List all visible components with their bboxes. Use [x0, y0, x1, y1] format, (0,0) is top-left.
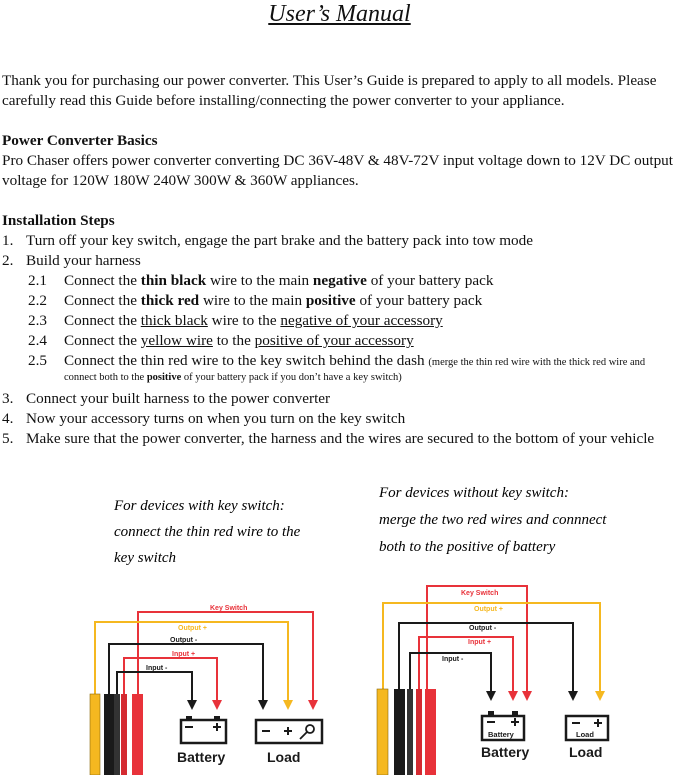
step-number: 4.	[2, 410, 14, 427]
diagram-caption-line-3: both to the positive of battery	[379, 539, 556, 555]
text: wire to the main	[206, 272, 313, 289]
load-label: Load	[267, 749, 301, 765]
thin-black-wire-terminal	[407, 689, 413, 775]
arrow-icon	[187, 700, 197, 710]
text-bold: thin black	[140, 272, 207, 289]
text: Connect the	[64, 292, 141, 309]
load-label: Load	[569, 744, 603, 760]
arrow-icon	[595, 691, 605, 701]
step-1	[2, 231, 533, 251]
input-positive-label: Input +	[172, 651, 196, 658]
output-positive-label: Output +	[474, 606, 503, 613]
arrow-icon	[508, 691, 518, 701]
steps-heading: Installation Steps	[2, 212, 115, 229]
step-2	[2, 251, 141, 271]
arrow-icon	[522, 691, 532, 701]
substep-number: 2.4	[28, 332, 47, 349]
text: of your battery pack if you don’t have a key switch)	[181, 372, 402, 383]
arrow-icon	[212, 700, 222, 710]
wiring-diagram-with-key-switch	[70, 480, 345, 775]
text: Connect the	[64, 332, 141, 349]
output-negative-wire	[399, 623, 573, 693]
output-positive-label: Output +	[178, 625, 207, 632]
black-wire-terminal	[394, 689, 405, 775]
text: wire to the main	[199, 292, 306, 309]
text-bold: negative	[312, 272, 367, 289]
input-negative-label: Input -	[146, 665, 168, 672]
input-negative-wire	[117, 672, 192, 702]
diagram-caption-line-1: For devices without key switch:	[379, 485, 569, 501]
diagram-caption-line-1: For devices with key switch:	[114, 498, 285, 514]
step-3	[2, 389, 330, 409]
step-text: Now your accessory turns on when you turn on the key switch	[26, 410, 406, 427]
battery-label: Battery	[481, 744, 530, 760]
step-number: 5.	[2, 430, 14, 447]
step-text: Build your harness	[26, 252, 141, 269]
thin-black-wire-terminal	[114, 694, 120, 775]
text-underlined: yellow wire	[140, 332, 213, 349]
text-bold: positive	[305, 292, 356, 309]
substep-2-1	[28, 271, 493, 291]
step-number: 3.	[2, 390, 14, 407]
substep-2-4	[28, 331, 414, 351]
substep-number: 2.5	[28, 352, 47, 369]
basics-paragraph: Pro Chaser offers power converter converting DC 36V-48V & 48V-72V input voltage down to 12V DC output voltage for 120W 180W 240W 300W & 360W appliances.	[2, 152, 673, 189]
diagram-caption-line-2: connect the thin red wire to the	[114, 524, 301, 540]
step-text: Turn off your key switch, engage the part brake and the battery pack into tow mode	[26, 232, 533, 249]
intro-paragraph: Thank you for purchasing our power converter. This User’s Guide is prepared to apply to all models. Please carefully read this Guide before installing/connecting the power converter to your appliance.	[2, 72, 657, 109]
arrow-icon	[486, 691, 496, 701]
battery-label: Battery	[177, 749, 226, 765]
yellow-wire-terminal	[377, 689, 388, 775]
step-number: 2.	[2, 252, 14, 269]
text-bold: positive	[146, 372, 182, 383]
arrow-icon	[568, 691, 578, 701]
load-icon	[256, 720, 322, 743]
text: Connect the thin red wire to the key switch behind the dash	[64, 352, 429, 369]
substep-number: 2.2	[28, 292, 47, 309]
output-negative-label: Output -	[170, 637, 198, 644]
yellow-wire-terminal	[90, 694, 100, 775]
step-5	[2, 429, 654, 449]
text-underlined: positive of your accessory	[254, 332, 414, 349]
text-small: (merge the thin red wire with the thick red wire and	[428, 357, 646, 368]
battery-icon	[181, 716, 226, 743]
text: Connect the	[64, 312, 141, 329]
load-inner-label: Load	[576, 730, 594, 739]
red-wire-terminal	[425, 689, 436, 775]
battery-inner-label: Battery	[488, 730, 514, 739]
red-wire-terminal	[132, 694, 143, 775]
basics-heading: Power Converter Basics	[2, 132, 158, 149]
text: connect both to the	[64, 372, 147, 383]
step-text: Connect your built harness to the power converter	[26, 390, 331, 407]
input-positive-label: Input +	[468, 639, 492, 646]
diagram-caption-line-3: key switch	[114, 550, 177, 566]
key-switch-label: Key Switch	[210, 605, 248, 612]
text: Connect the	[64, 272, 141, 289]
substep-2-3	[28, 311, 443, 331]
step-4	[2, 409, 405, 429]
input-positive-wire	[419, 637, 513, 693]
text: of your battery pack	[366, 272, 494, 289]
text: to the	[212, 332, 255, 349]
output-negative-label: Output -	[469, 625, 497, 632]
key-switch-label: Key Switch	[461, 590, 499, 597]
text-underlined: negative of your accessory	[280, 312, 443, 329]
substep-number: 2.1	[28, 272, 47, 289]
thin-red-wire-terminal	[416, 689, 422, 775]
text-bold: thick red	[140, 292, 200, 309]
substep-2-5-continued	[64, 369, 402, 387]
arrow-icon	[308, 700, 318, 710]
substep-number: 2.3	[28, 312, 47, 329]
text: wire to the	[207, 312, 281, 329]
page-title: User’s Manual	[268, 1, 411, 27]
thin-red-wire-terminal	[121, 694, 127, 775]
step-number: 1.	[2, 232, 14, 249]
step-text: Make sure that the power converter, the harness and the wires are secured to the bottom of your vehicle	[26, 430, 655, 447]
text-underlined: thick black	[140, 312, 208, 329]
diagram-caption-line-2: merge the two red wires and connnect	[379, 512, 607, 528]
input-negative-label: Input -	[442, 656, 464, 663]
black-wire-terminal	[104, 694, 114, 775]
wiring-diagram-without-key-switch	[370, 475, 645, 775]
arrow-icon	[258, 700, 268, 710]
text: of your battery pack	[355, 292, 483, 309]
substep-2-2	[28, 291, 482, 311]
arrow-icon	[283, 700, 293, 710]
